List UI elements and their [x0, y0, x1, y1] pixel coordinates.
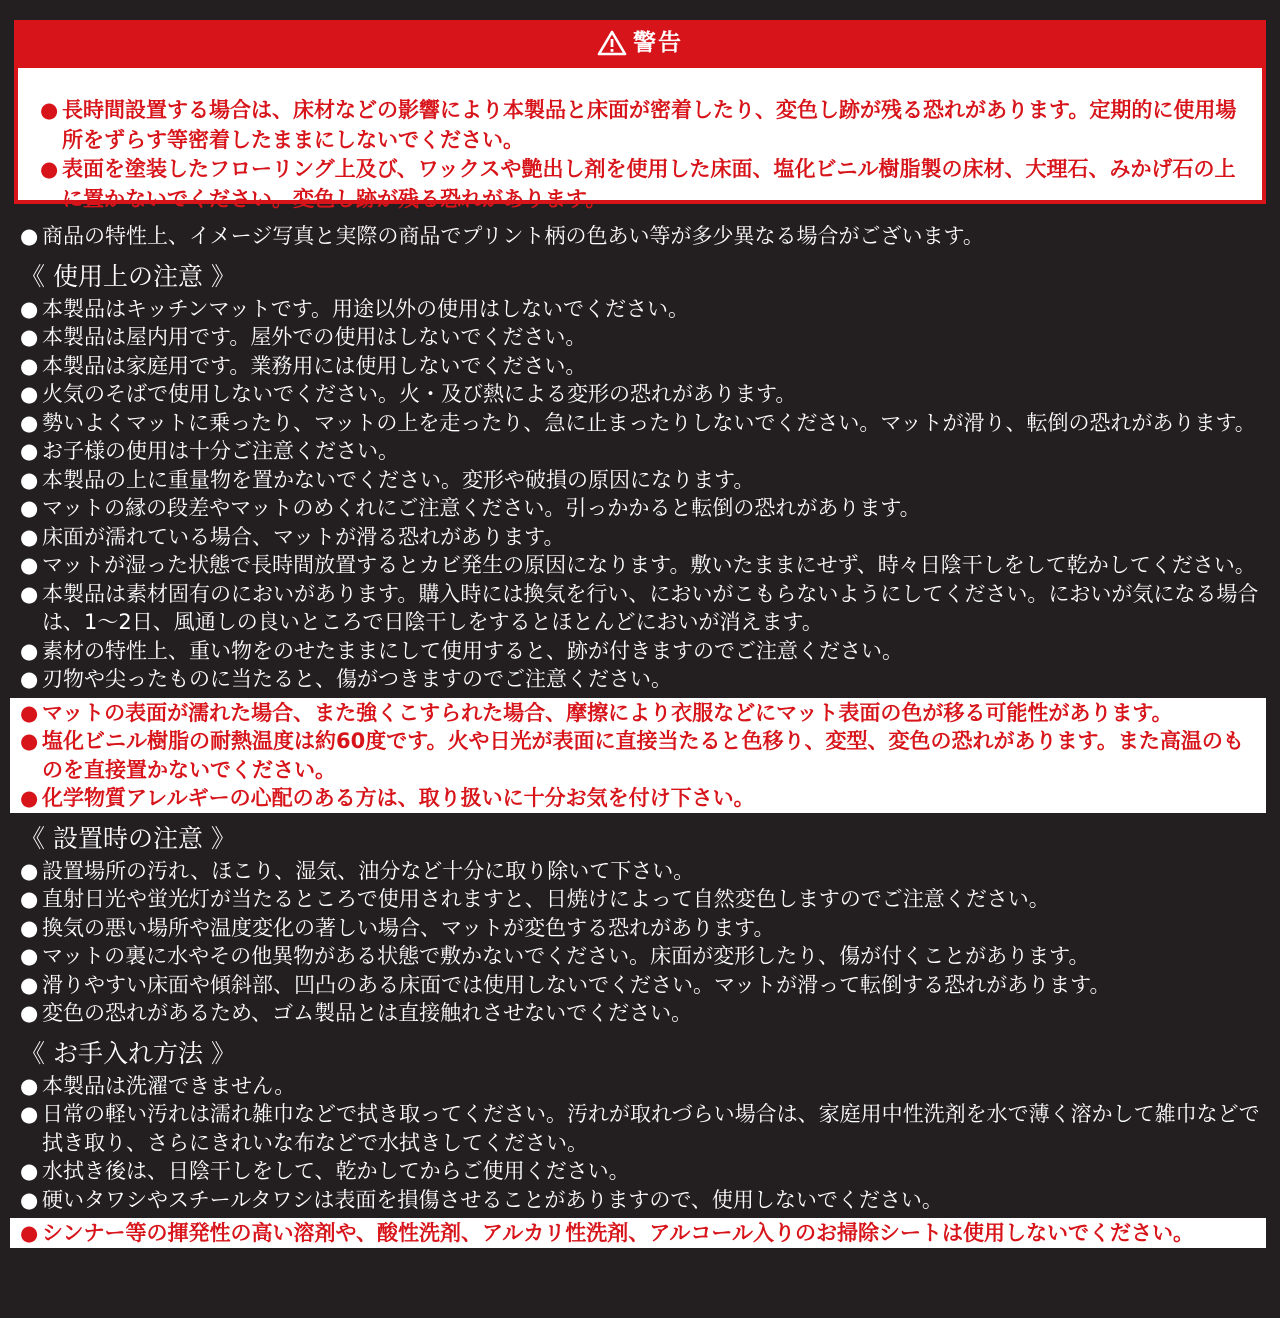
list-item: ● 勢いよくマットに乗ったり、マットの上を走ったり、急に止まったりしないでください。マットが滑り、転倒の恐れがあります。	[20, 409, 1266, 438]
bullet-icon: ●	[20, 1073, 39, 1098]
list-item: ● 火気のそばで使用しないでください。火・及び熱による変形の恐れがあります。	[20, 380, 1266, 409]
bullet-icon: ●	[20, 496, 39, 520]
install-section-title: 《 設置時の注意 》	[20, 823, 236, 853]
bullet-icon: ●	[20, 729, 39, 753]
warning-item: ● 表面を塗装したフローリング上及び、ワックスや艶出し剤を使用した床面、塩化ビニル樹脂製の床材、大理石、みかげ石の上に置かないでください。変色し跡が残る恐れがあります。	[40, 155, 1244, 214]
bullet-icon: ●	[20, 410, 39, 435]
intro-note: ● 商品の特性上、イメージ写真と実際の商品でプリント柄の色あい等が多少異なる場合がございます。	[20, 222, 1266, 251]
bullet-icon: ●	[20, 325, 39, 349]
list-item: ● マットが湿った状態で長時間放置するとカビ発生の原因になります。敷いたままにせず、時々日陰干しをして乾かしてください。	[20, 551, 1266, 580]
bullet-icon: ●	[20, 382, 39, 406]
list-item: ● 本製品は洗濯できません。	[20, 1072, 1266, 1101]
main-content	[20, 222, 1266, 1248]
list-item: ● マットの裏に水やその他異物がある状態で敷かないでください。床面が変形したり、傷が付くことがあります。	[20, 942, 1266, 971]
bullet-icon: ●	[20, 638, 39, 663]
red-list-item: ● 塩化ビニル樹脂の耐熱温度は約60度です。火や日光が表面に直接当たると色移り、変型、変色の恐れがあります。また高温のものを直接置かないでください。	[20, 727, 1262, 784]
list-item: ● 日常の軽い汚れは濡れ雑巾などで拭き取ってください。汚れが取れづらい場合は、家庭用中性洗剤を水で薄く溶かして雑巾などで拭き取り、さらにきれいな布などで水拭きしてください。	[20, 1100, 1266, 1157]
bullet-icon: ●	[40, 157, 59, 181]
red-list-item: ● マットの表面が濡れた場合、また強くこすられた場合、摩擦により衣服などにマット表面の色が移る可能性があります。	[20, 699, 1262, 728]
warning-header	[14, 20, 1266, 66]
red-list-item: ● シンナー等の揮発性の高い溶剤や、酸性洗剤、アルカリ性洗剤、アルコール入りのお掃除シートは使用しないでください。	[20, 1219, 1262, 1248]
bullet-icon: ●	[20, 887, 39, 911]
list-item: ● 換気の悪い場所や温度変化の著しい場合、マットが変色する恐れがあります。	[20, 914, 1266, 943]
red-list-item: ● 化学物質アレルギーの心配のある方は、取り扱いに十分お気を付け下さい。	[20, 784, 1262, 813]
bullet-icon: ●	[20, 553, 39, 577]
warning-body	[18, 68, 1262, 211]
bullet-icon: ●	[20, 524, 39, 549]
install-list	[20, 857, 1266, 1028]
usage-section-title: 《 使用上の注意 》	[20, 261, 236, 291]
bullet-icon: ●	[40, 98, 59, 122]
warning-box	[14, 20, 1266, 211]
bullet-icon: ●	[20, 439, 39, 463]
bullet-icon: ●	[20, 667, 39, 691]
bullet-icon: ●	[20, 1221, 39, 1245]
bullet-icon: ●	[20, 1102, 39, 1126]
list-item: ● 直射日光や蛍光灯が当たるところで使用されますと、日焼けによって自然変色しますのでご注意ください。	[20, 885, 1266, 914]
list-item: ● 滑りやすい床面や傾斜部、凹凸のある床面では使用しないでください。マットが滑って転倒する恐れがあります。	[20, 971, 1266, 1000]
list-item: ● 水拭き後は、日陰干しをして、乾かしてからご使用ください。	[20, 1157, 1266, 1186]
bullet-icon: ●	[20, 1159, 39, 1183]
bullet-icon: ●	[20, 467, 39, 492]
warning-item: ● 長時間設置する場合は、床材などの影響により本製品と床面が密着したり、変色し跡が残る恐れがあります。定期的に使用場所をずらす等密着したままにしないでください。	[40, 96, 1244, 155]
usage-list	[20, 295, 1266, 694]
bullet-icon: ●	[20, 581, 39, 606]
bullet-icon: ●	[20, 224, 39, 248]
list-item: ● 本製品は家庭用です。業務用には使用しないでください。	[20, 352, 1266, 381]
bullet-icon: ●	[20, 944, 39, 968]
list-item: ● 本製品の上に重量物を置かないでください。変形や破損の原因になります。	[20, 466, 1266, 495]
bullet-icon: ●	[20, 1187, 39, 1212]
list-item: ● 床面が濡れている場合、マットが滑る恐れがあります。	[20, 523, 1266, 552]
bullet-icon: ●	[20, 296, 39, 321]
list-item: ● 設置場所の汚れ、ほこり、湿気、油分など十分に取り除いて下さい。	[20, 857, 1266, 886]
list-item: ● 本製品は素材固有のにおいがあります。購入時には換気を行い、においがこもらないようにしてください。においが気になる場合は、1〜2日、風通しの良いところで日陰干しをするとほとんどにおいが消えます。	[20, 580, 1266, 637]
usage-red-notes	[10, 698, 1266, 813]
list-item: ● お子様の使用は十分ご注意ください。	[20, 437, 1266, 466]
list-item: ● 刃物や尖ったものに当たると、傷がつきますのでご注意ください。	[20, 665, 1266, 694]
bullet-icon: ●	[20, 972, 39, 997]
bullet-icon: ●	[20, 1001, 39, 1025]
warning-triangle-icon	[597, 30, 627, 56]
list-item: ● 本製品はキッチンマットです。用途以外の使用はしないでください。	[20, 295, 1266, 324]
care-list	[20, 1072, 1266, 1215]
list-item: ● 素材の特性上、重い物をのせたままにして使用すると、跡が付きますのでご注意ください。	[20, 637, 1266, 666]
warning-title: 警告	[633, 29, 683, 56]
care-red-notes	[10, 1218, 1266, 1248]
bullet-icon: ●	[20, 353, 39, 378]
list-item: ● 硬いタワシやスチールタワシは表面を損傷させることがありますので、使用しないでください。	[20, 1186, 1266, 1215]
list-item: ● 本製品は屋内用です。屋外での使用はしないでください。	[20, 323, 1266, 352]
list-item: ● マットの縁の段差やマットのめくれにご注意ください。引っかかると転倒の恐れがあります。	[20, 494, 1266, 523]
bullet-icon: ●	[20, 700, 39, 725]
care-section-title: 《 お手入れ方法 》	[20, 1038, 236, 1068]
bullet-icon: ●	[20, 858, 39, 883]
bullet-icon: ●	[20, 786, 39, 810]
list-item: ● 変色の恐れがあるため、ゴム製品とは直接触れさせないでください。	[20, 999, 1266, 1028]
bullet-icon: ●	[20, 915, 39, 940]
